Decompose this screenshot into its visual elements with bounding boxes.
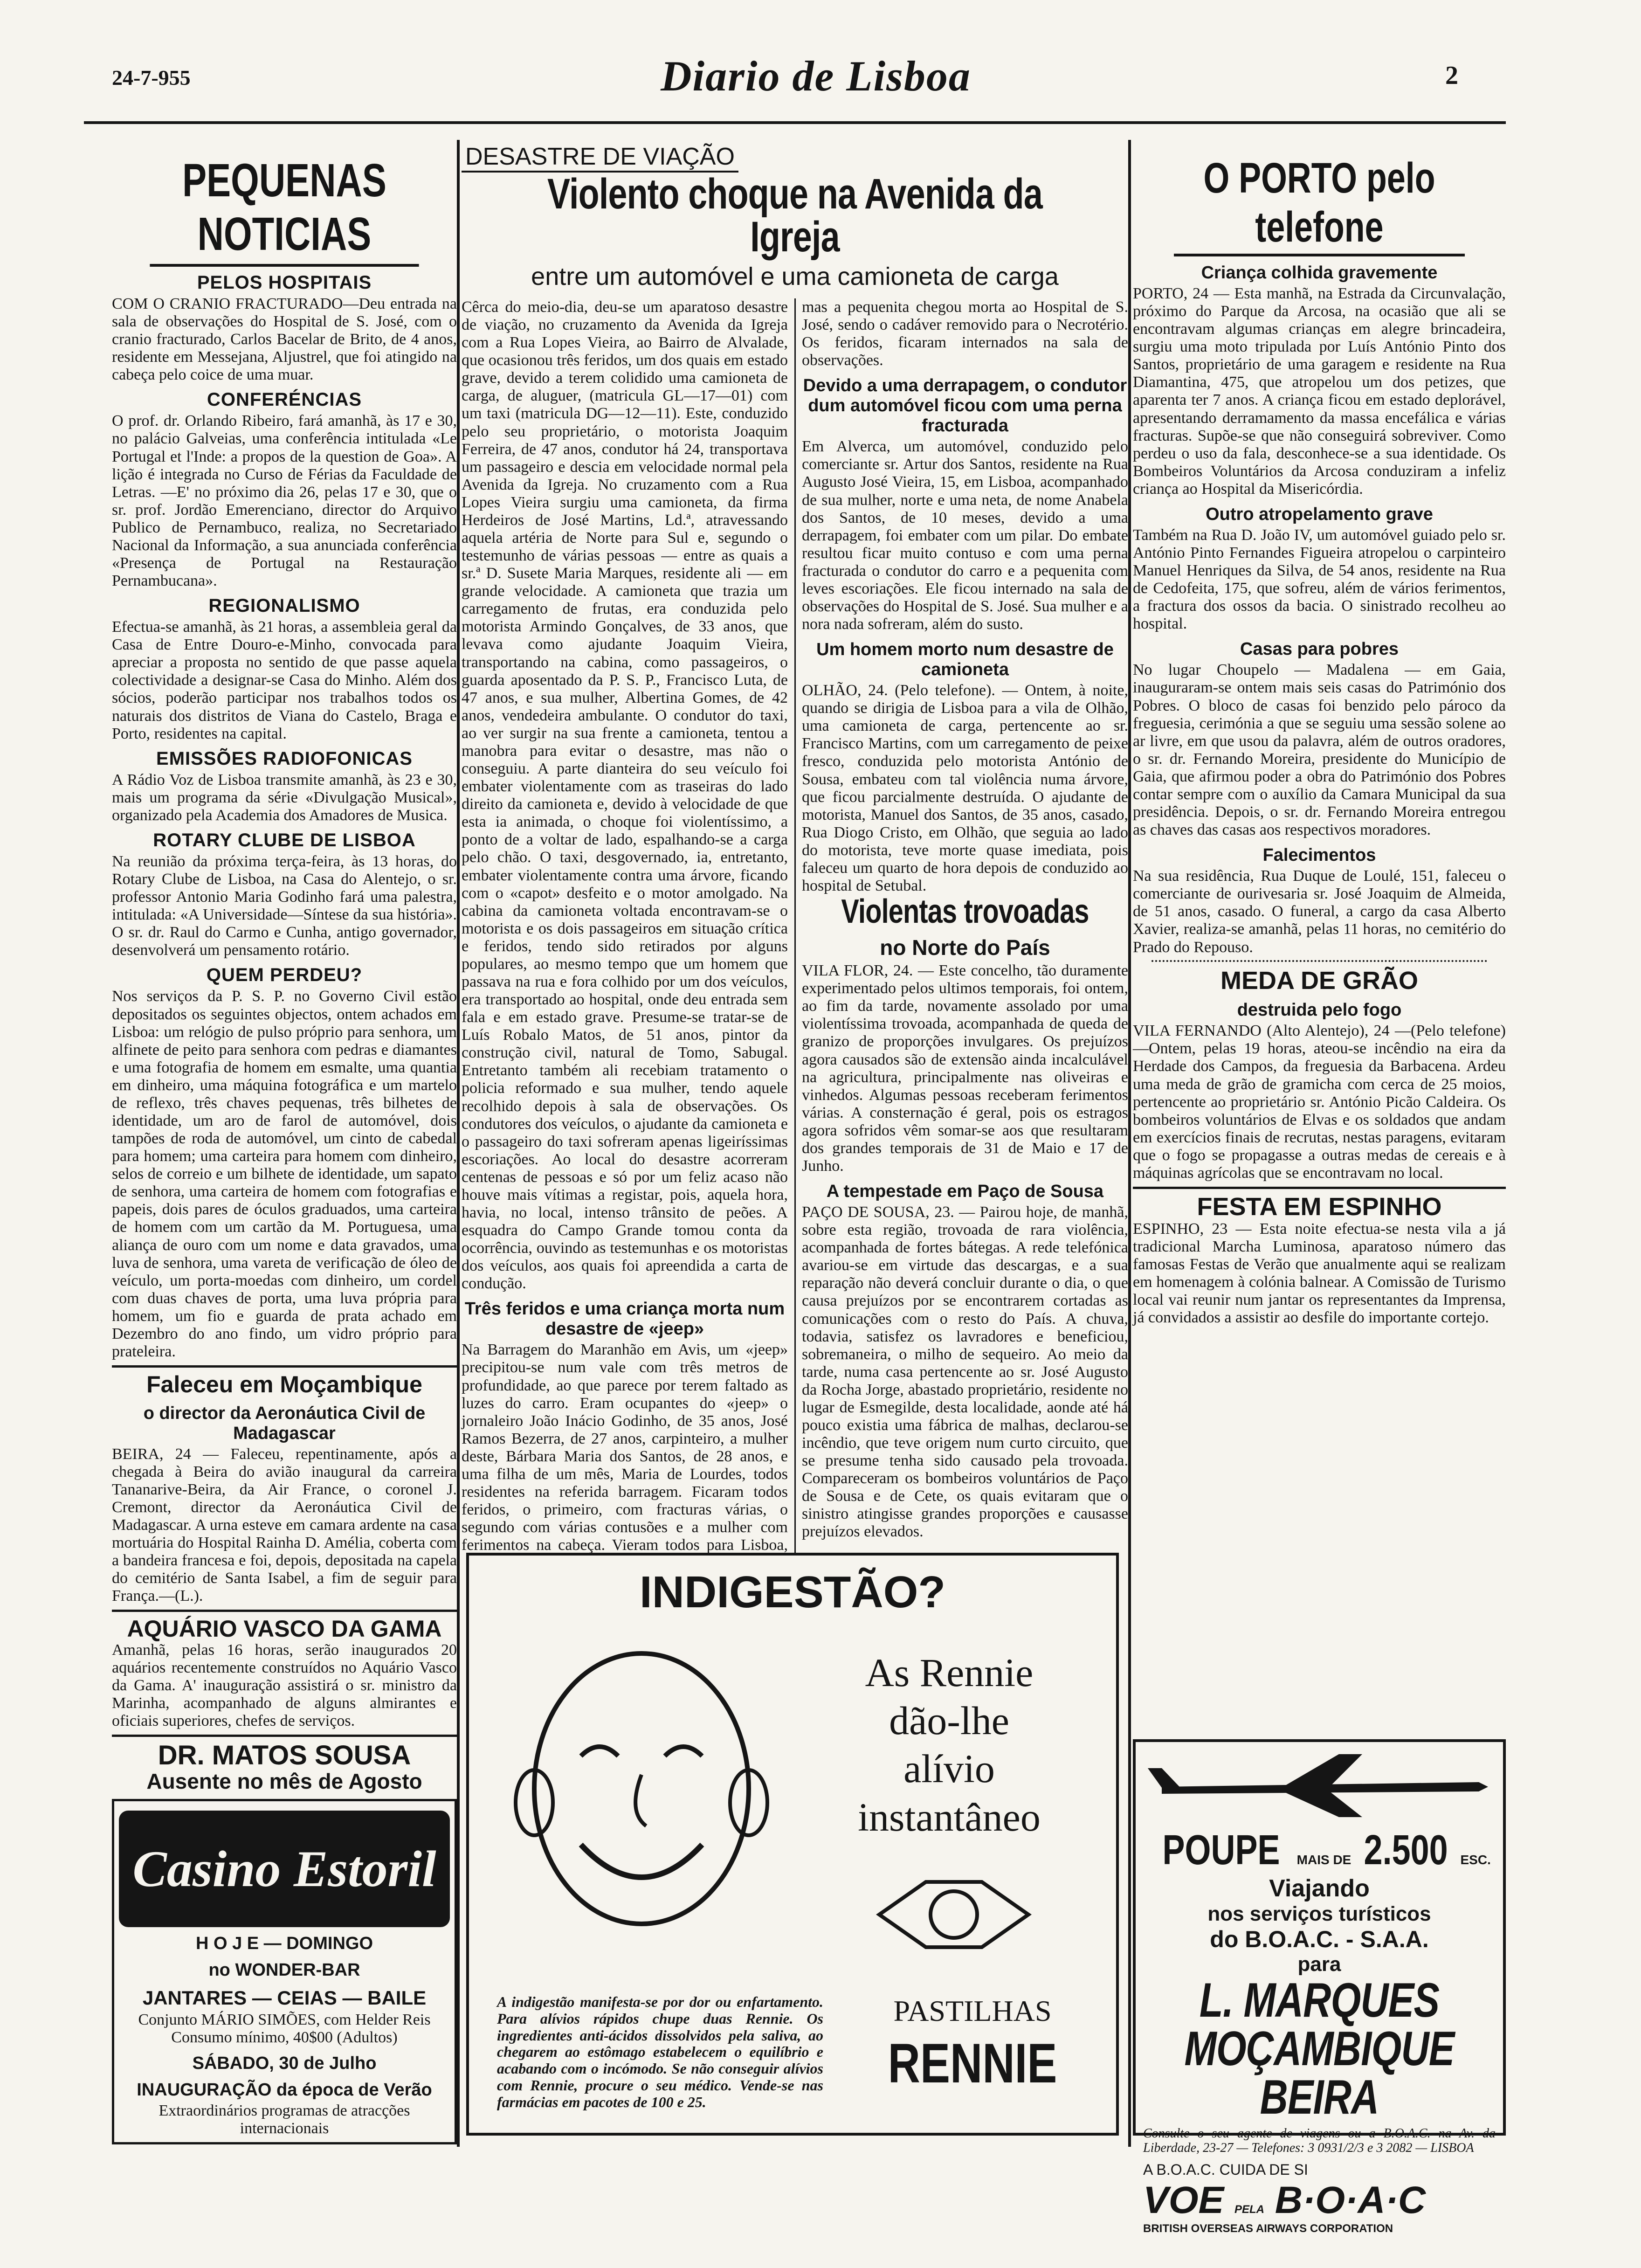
jeep-text: Na Barragem do Maranhão em Avis, um «jeep» precipitou-se num vale com três metros de profundidade, ao que parece por terem faltado as luzes do carro. Eram ocupantes do «jeep» o jornaleiro João Inácio Godinho, de 35 anos, José Ramos Bezerra, de 27 anos, carpinteiro, a mulher deste, Bárbara Maria dos Santos, de 28 anos, e uma filha de um mês, Maria de Lourdes, todos residentes na referida barragem. Ficaram todos feridos, o primeiro, com fracturas várias, o segundo com várias contusões e a mulher com ferimentos na cabeça. Vieram todos para Lisboa, mas a pequenita chegou morta ao Hospital de S. José, sendo o cadáver removido para o Necrotério. Os feridos, ficaram internados na sala de observações.	[462, 298, 1128, 1554]
item-head: QUEM PERDEU?	[206, 965, 363, 986]
aquario-text: Amanhã, pelas 16 horas, serão inaugurados 20 aquários recentemente construídos no Aquário Vasco da Gama. A' inauguração assistirá o sr. ministro da Marinha, acompanhado de alguns almirantes e oficiais superiores, chefes de serviços.	[112, 1641, 457, 1730]
issue-date: 24-7-955	[112, 66, 191, 90]
estoril-line: SÁBADO, 30 de Julho	[192, 2053, 377, 2073]
estoril-line: Consumo mínimo, 40$00 (Adultos)	[171, 2029, 398, 2047]
aquario-head: AQUÁRIO VASCO DA GAMA	[127, 1616, 442, 1642]
boac-dest: L. MARQUES	[1199, 1973, 1440, 2027]
tablet-package-icon	[870, 1854, 1038, 1975]
rennie-tagline: dão-lhe	[889, 1698, 1009, 1743]
item-text: Nos serviços da P. S. P. no Governo Civil estão depositados os seguintes objectos, ontem achados em Lisboa: um relógio de pulso próprio para senhora, um alfinete de peito para senhora com pedras e diamantes e uma fotografia de homem em esmalte, uma quantia em dinheiro, uma máquina fotográfica e um martelo de reflexo, três chaves pequenas, três bilhetes de identidade, um aro de farol de automóvel, dois tampões de roda de automóvel, um cinto de cabedal para homem; uma carteira para homem com dinheiro, selos de correio e um bilhete de identidade, um sapato de senhora, uma carteira de homem com fotografias e papeis, dois pares de óculos graduados, uma carteira de homem com um cartão da M. Portuguesa, uma aliança de ouro com um nome e data gravados, uma luva de senhora, uma vareta de verificação de óleo de veículo, um porta-moedas com dinheiro, um cordel com duas chaves de porta, uma luva própria para homem, um fio e guarda de prata achado em Dezembro do ano findo, um vidro próprio para prateleira.	[112, 988, 457, 1360]
estoril-line: Extraordinários programas de atracções internacionais	[159, 2102, 410, 2137]
story-columns	[462, 298, 1128, 1554]
column-divider	[1128, 140, 1131, 2147]
meda-text: VILA FERNANDO (Alto Alentejo), 24 —(Pelo telefone)—Ontem, pelas 19 horas, ateou-se incêndio na eira da Herdade dos Campos, da freguesia da Barbacena. Ardeu uma meda de grão de gramicha com cerca de 25 moios, pertencente ao proprietário sr. António Picão Caldeira. Os bombeiros voluntários de Elvas e os soldados que andam em exercícios finais de recrutas, nestas paragens, evitaram que o fogo se propagasse a outras medas de cereais e à máquinas agrícolas que se encontravam no local.	[1133, 1022, 1506, 1182]
section-title-porto: O PORTO pelo telefone	[1174, 154, 1465, 256]
meda-head: MEDA DE GRÃO	[1220, 966, 1418, 995]
porto-item-head: Falecimentos	[1262, 845, 1376, 865]
porto-item-head: Outro atropelamento grave	[1206, 504, 1433, 524]
porto-item-text: No lugar Choupelo — Madalena — em Gaia, inauguraram-se ontem mais seis casas do Património dos Pobres. O bloco de casas foi benzido pelo pároco da freguesia, cerimónia a que se seguiu uma sessão solene ao ar livre, em que usou da palavra, além de outros oradores, o sr. dr. Fernando Moreira, presidente do Município de Gaia, que afirmou poder a obra do Património dos Pobres contar sempre com o auxílio da Camara Municipal da sua presidência. Depois, o sr. dr. Fernando Moreira entregou as chaves das casas aos respectivos moradores.	[1133, 661, 1506, 839]
homem-morto-head: Um homem morto num desastre de camioneta	[816, 640, 1114, 680]
mocambique-head: Faleceu em Moçambique	[146, 1371, 422, 1398]
boac-line1: POUPE	[1162, 1827, 1280, 1874]
story-body: Cêrca do meio-dia, deu-se um aparatoso desastre de viação, no cruzamento da Avenida da Igreja com a Rua Lopes Vieira, ao Bairro de Alvalade, que ocasionou três feridos, um dos quais em estado grave, devido a terem colidido uma camioneta de carga, de aluguer, (matricula GL—17—01) com um taxi (matricula DG—12—11). Este, conduzido pelo seu proprietário, o motorista Joaquim Ferreira, de 47 anos, condutor há 24, transportava um passageiro e descia em velocidade normal pela Avenida da Igreja. No cruzamento com a Rua Lopes Vieira surgiu uma camioneta, da firma Herdeiros de José Martins, Ld.ª, atravessando aquela artéria de Norte para Sul e, segundo o testemunho de várias pessoas — entre as quais a sr.ª D. Susete Maria Marques, residente ali — em grande velocidade. A camioneta que trazia um carregamento de frutas, era conduzida pelo motorista Armindo Gonçalves, de 33 anos, que levava como ajudante Joaquim Vieira, transportando na cabina, como passageiros, o guarda aposentado da P. S. P., Francisco Luta, de 47 anos, e sua mulher, Albertina Gomes, de 42 anos, vendedeira ambulante. O condutor do taxi, ao ver surgir na sua frente a camioneta, tentou a manobra para evitar o desastre, mas não o conseguiu. A parte dianteira do seu veículo foi embater violentamente com as traseiras do lado direito da camioneta e, devido à velocidade de que esta ia animada, o choque foi violentíssimo, a ponto de a voltar de lado, espalhando-se a carga pelo chão. O taxi, desgovernado, ia, entretanto, embater violentamente contra uma árvore, ficando com o «capot» desfeito e o motor amolgado. Na cabina da camioneta voltada encontravam-se o motorista e os dois passageiros em situação crítica e feridos, tendo sido retirados por alguns populares, ao mesmo tempo que um homem que passava na rua e fora colhido por um dos veículos, era transportado ao hospital, onde deu entrada sem fala e em estado grave. Presume-se tratar-se de Luís Robalo Matos, de 51 anos, pintor da construção civil, natural de Tomo, Sabugal. Entretanto também ali recebiam tratamento o policia reformado e sua mulher, tendo aquele recolhido depois à sala de observações. Os condutores dos veículos, o ajudante da camioneta e o passageiro do taxi sofreram apenas ligeiríssimas escoriações. Ao local do desastre acorreram centenas de pessoas e só por um feliz acaso não houve mais vítimas a registar, pois, aquela hora, havia, no local, intenso trânsito de peões. A esquadra do Campo Grande tomou conta da ocorrência, ouvindo as testemunhas e os motoristas dos veículos, aos quais foi apreendida a carta de condução.	[462, 298, 788, 1293]
rennie-ad	[466, 1553, 1119, 2136]
paco-head: A tempestade em Paço de Sousa	[826, 1182, 1104, 1202]
section-title-pequenas-noticias: PEQUENAS NOTICIAS	[150, 154, 419, 267]
column-right	[1133, 140, 1506, 1732]
story-deck: entre um automóvel e uma camioneta de carga	[531, 263, 1059, 290]
porto-item-head: Criança colhida gravemente	[1201, 263, 1438, 283]
jeep-head: Três feridos e uma criança morta num desastre de «jeep»	[464, 1299, 785, 1339]
derrapagem-head: Devido a uma derrapagem, o condutor dum automóvel ficou com uma perna fracturada	[803, 376, 1127, 436]
boac-brand: B·O·A·C	[1275, 2178, 1426, 2221]
estoril-line: H O J E — DOMINGO	[195, 1934, 373, 1954]
estoril-line: no WONDER-BAR	[208, 1960, 360, 1980]
boac-pela: PELA	[1234, 2203, 1264, 2216]
column-left	[112, 140, 457, 2147]
divider	[112, 1365, 457, 1368]
page-number: 2	[1445, 61, 1458, 90]
column-center	[462, 140, 1128, 1554]
boac-line5: para	[1297, 1953, 1341, 1976]
item-head: CONFERÉNCIAS	[207, 389, 362, 410]
story-headline: Violento choque na Avenida da Igreja	[547, 170, 1042, 261]
rennie-brand-2: RENNIE	[888, 2032, 1057, 2095]
item-head: PELOS HOSPITAIS	[197, 272, 372, 293]
item-text: O prof. dr. Orlando Ribeiro, fará amanhã, às 17 e 30, no palácio Galveias, uma conferência intitulada «Le Portugal et l'Inde: a propos de la question de Goa». A lição é integrada no Curso de Férias da Faculdade de Letras. —E' no próximo dia 26, pelas 17 e 30, que o sr. prof. Jordão Emerenciano, director do Arquivo Publico de Pernambuco, realiza, no Secretariado Nacional da Informação, a sua anunciada conferência «Presença de Portugal na Restauração Pernambucana».	[112, 412, 457, 590]
boac-line1-small: MAIS DE	[1296, 1853, 1351, 1867]
casino-estoril-logo: Casino Estoril	[119, 1811, 450, 1927]
rennie-body: A indigestão manifesta-se por dor ou enfartamento. Para alívios rápidos chupe duas Rennie. Os ingredientes anti-ácidos dissolvidos pela saliva, ao chegarem ao estômago estabelecem o equilíbrio e acabando com o incómodo. Se não conseguir alívios com Rennie, procure o seu médico. Vende-se nas farmácias em pacotes de 100 e 25.	[497, 1993, 823, 2110]
mocambique-text: BEIRA, 24 — Faleceu, repentinamente, após a chegada à Beira do avião inaugural da carreira Tananarive-Beira, da Air France, o coronel J. Cremont, director da Aeronáutica Civil de Madagascar. A urna esteve em camara ardente na casa mortuária do Hospital Rainha D. Amélia, coberta com a bandeira francesa e foi, depois, depositada na capela do cemitério de Santa Isabel, a fim de seguir para França.—(L.).	[112, 1445, 457, 1605]
item-text: Na reunião da próxima terça-feira, às 13 horas, do Rotary Clube de Lisboa, na Casa do Alentejo, o sr. professor Antonio Maria Godinho fará uma palestra, intitulada: «A Universidade—Síntese da sua história». O sr. dr. Raul do Carmo e Cunha, antigo governador, desenvolverá um pensamento rotário.	[112, 852, 457, 959]
item-text: Efectua-se amanhã, às 21 horas, a assembleia geral da Casa de Entre Douro-e-Minho, convocada para apreciar a proposta no sentido de que passe aquela colectividade a designar-se Casa do Minho. Além dos sócios, poderão participar nos trabalhos todos os naturais dos distritos de Viana do Castelo, Braga e Porto, residentes na capital.	[112, 618, 457, 742]
rennie-headline: INDIGESTÃO?	[639, 1567, 945, 1617]
boac-line3: nos serviços turísticos	[1207, 1902, 1431, 1925]
boac-amount: 2.500	[1364, 1827, 1448, 1874]
story-kicker: DESASTRE DE VIAÇÃO	[462, 140, 738, 173]
boac-line4: do B.O.A.C. - S.A.A.	[1210, 1926, 1429, 1952]
estoril-line: JANTARES — CEIAS — BAILE	[142, 1987, 427, 2009]
rennie-tagline: alívio	[903, 1746, 995, 1791]
divider	[112, 1610, 457, 1612]
smiling-face-illustration	[497, 1635, 786, 1961]
divider	[112, 1735, 457, 1737]
boac-care: A B.O.A.C. CUIDA DE SI	[1143, 2161, 1308, 2178]
espinho-head: FESTA EM ESPINHO	[1197, 1192, 1442, 1221]
matos-text: Ausente no mês de Agosto	[146, 1769, 422, 1794]
boac-dest: MOÇAMBIQUE	[1184, 2022, 1455, 2076]
boac-voe: VOE	[1143, 2178, 1224, 2221]
porto-item-text: PORTO, 24 — Esta manhã, na Estrada da Circunvalação, próximo do Parque da Arcosa, na ocasião que ali se encontravam algumas crianças em alegre brincadeira, surgiu uma moto tripulada por Luís António Pinto dos Santos, proprietário de uma garagem e residente na Rua Diamantina, 475, que atropelou um dos petizes, que aparenta ter 7 anos. A criança ficou em estado deplorável, apresentando derramamento da massa encefálica e várias fracturas. Supõe-se que não conseguirá sobreviver. Como perdeu o uso da fala, desconhece-se a sua identidade. Os Bombeiros Voluntários da Arcosa conduziram a infeliz criança ao Hospital da Misericórdia.	[1133, 285, 1506, 498]
boac-corp: BRITISH OVERSEAS AIRWAYS CORPORATION	[1143, 2222, 1393, 2235]
trovoadas-head: Violentas trovoadas	[841, 893, 1089, 931]
paco-text: PAÇO DE SOUSA, 23. — Pairou hoje, de manhã, sobre esta região, trovoada de rara violência, acompanhada de fortes bátegas. A rede telefónica avariou-se em virtude das descargas, e a sua reparação não deverá concluir durante o dia, o que causa prejuízos por se encontrarem cortadas as comunicações com o resto do País. A chuva, todavia, satisfez os lavradores e beneficiou, sobremaneira, o milho de sequeiro. Ao meio da tarde, numa casa pertencente ao sr. José Augusto da Rocha Jorge, abastado proprietário, residente no lugar de Esmegilde, desta localidade, aonde até há pouco existia uma fábrica de malhas, declarou-se incêndio, que teve origem num curto circuito, que se presume tenha sido causado pela trovoada. Compareceram os bombeiros voluntários de Paço de Sousa e de Cete, os quais evitaram que o sinistro atingisse grandes proporções e causasse prejuízos elevados.	[802, 1203, 1128, 1541]
rennie-tagline: As Rennie	[865, 1650, 1034, 1695]
derrapagem-text: Em Alverca, um automóvel, conduzido pelo comerciante sr. Artur dos Santos, residente na Rua Augusto José Vieira, 15, em Lisboa, acompanhado de sua mulher, norte e uma neta, de nome Anabela dos Santos, de 10 meses, devido a uma derrapagem, foi embater com um pilar. Do embate resultou ficar muito contuso e com uma perna fracturada o condutor do carro e a pequenita com leves escoriações. Ele ficou internado na sala de observações do Hospital de S. José. Sua mulher e a nora nada sofreram, além do susto.	[802, 438, 1128, 633]
airplane-icon	[1143, 1749, 1497, 1819]
meda-subhead: destruida pelo fogo	[1237, 1000, 1402, 1020]
column-divider	[457, 140, 460, 2147]
rennie-tagline: instantâneo	[858, 1794, 1041, 1839]
porto-item-text: Também na Rua D. João IV, um automóvel guiado pelo sr. António Pinto Fernandes Figueira atropelou o carpinteiro Manuel Henriques da Silva, de 54 anos, residente na Rua de Cedofeita, 175, que sofreu, além de vários ferimentos, a fractura dos ossos da bacia. O sinistrado recolheu ao hospital.	[1133, 526, 1506, 633]
estoril-line: INAUGURAÇÃO da época de Verão	[137, 2080, 432, 2100]
trovoadas-text: VILA FLOR, 24. — Este concelho, tão duramente experimentado pelos ultimos temporais, foi ontem, ao fim da tarde, novamente assolado por uma violentíssima trovoada, acompanhada de queda de granizo de proporções invulgares. Os prejuízos agora causados são de extensão ainda incalculável na agricultura, principalmente nas oliveiras e vinhedos. Algumas pessoas receberam ferimentos várias. A consternação é geral, pois os estragos agora sofridos vêm somar-se aos que resultaram dos grandes temporais de 31 de Maio e 17 de Junho.	[802, 962, 1128, 1175]
item-head: EMISSÕES RADIOFONICAS	[156, 748, 413, 769]
boac-consult: Consulte o seu agente de viagens ou a B.O.A.C. na Av. da Liberdade, 23-27 — Telefones: 3 0931/2/3 e 3 2082 — LISBOA	[1143, 2126, 1496, 2156]
trovoadas-subhead: no Norte do País	[880, 935, 1050, 960]
porto-item-text: Na sua residência, Rua Duque de Loulé, 151, faleceu o comerciante de ourivesaria sr. José Joaquim de Almeida, de 51 anos, casado. O funeral, a cargo da casa Alberto Xavier, realiza-se amanhã, pelas 11 horas, no cemitério do Prado do Repouso.	[1133, 867, 1506, 956]
matos-head: DR. MATOS SOUSA	[158, 1740, 411, 1771]
homem-morto-text: OLHÃO, 24. (Pelo telefone). — Ontem, à noite, quando se dirigia de Lisboa para a vila de Olhão, uma camioneta de carga, pertencente ao sr. Francisco Martins, com um carregamento de peixe fresco, conduzida pelo motorista António de Sousa, embateu com tal violência numa árvore, que ficou parcialmente destruída. O ajudante de motorista, Manuel dos Santos, de 35 anos, casado, Rua Diogo Cristo, em Olhão, que seguia ao lado do motorista, teve morte quase imediata, pois faleceu um quarto de hora depois de conduzido ao hospital de Setubal.	[802, 682, 1128, 895]
estoril-ad	[112, 1799, 457, 2144]
item-head: REGIONALISMO	[208, 595, 360, 616]
estoril-line: Conjunto MÁRIO SIMÕES, com Helder Reis	[138, 2011, 431, 2029]
item-head: ROTARY CLUBE DE LISBOA	[153, 830, 416, 850]
boac-currency: ESC.	[1460, 1853, 1491, 1867]
divider	[1151, 960, 1487, 964]
item-text: A Rádio Voz de Lisboa transmite amanhã, às 23 e 30, mais um programa da série «Divulgação Musical», organizado pela Academia dos Amadores de Musica.	[112, 771, 457, 824]
masthead-rule	[84, 121, 1506, 124]
rennie-brand-1: PASTILHAS	[893, 1994, 1052, 2027]
espinho-text: ESPINHO, 23 — Esta noite efectua-se nesta vila a já tradicional Marcha Luminosa, aparatoso número das famosas Festas de Verão que anualmente aqui se realizam em homenagem à colónia balnear. A Comissão de Turismo local vai reunir num jantar os representantes da Imprensa, já convidados a assistir ao desfile do importante cortejo.	[1133, 1220, 1506, 1327]
newspaper-title: Diario de Lisboa	[661, 52, 971, 100]
boac-line2: Viajando	[1269, 1875, 1370, 1902]
boac-dest: BEIRA	[1260, 2070, 1379, 2124]
divider	[1133, 1187, 1506, 1189]
porto-item-head: Casas para pobres	[1240, 639, 1399, 659]
boac-ad	[1133, 1739, 1506, 2235]
item-text: COM O CRANIO FRACTURADO—Deu entrada na sala de observações do Hospital de S. José, com o cranio fracturado, Carlos Bacelar de Brito, de 4 anos, residente em Messejana, Aljustrel, que foi atingido na cabeça pelo coice de uma muar.	[112, 295, 457, 384]
mocambique-subhead: o director da Aeronáutica Civil de Madagascar	[143, 1403, 426, 1443]
